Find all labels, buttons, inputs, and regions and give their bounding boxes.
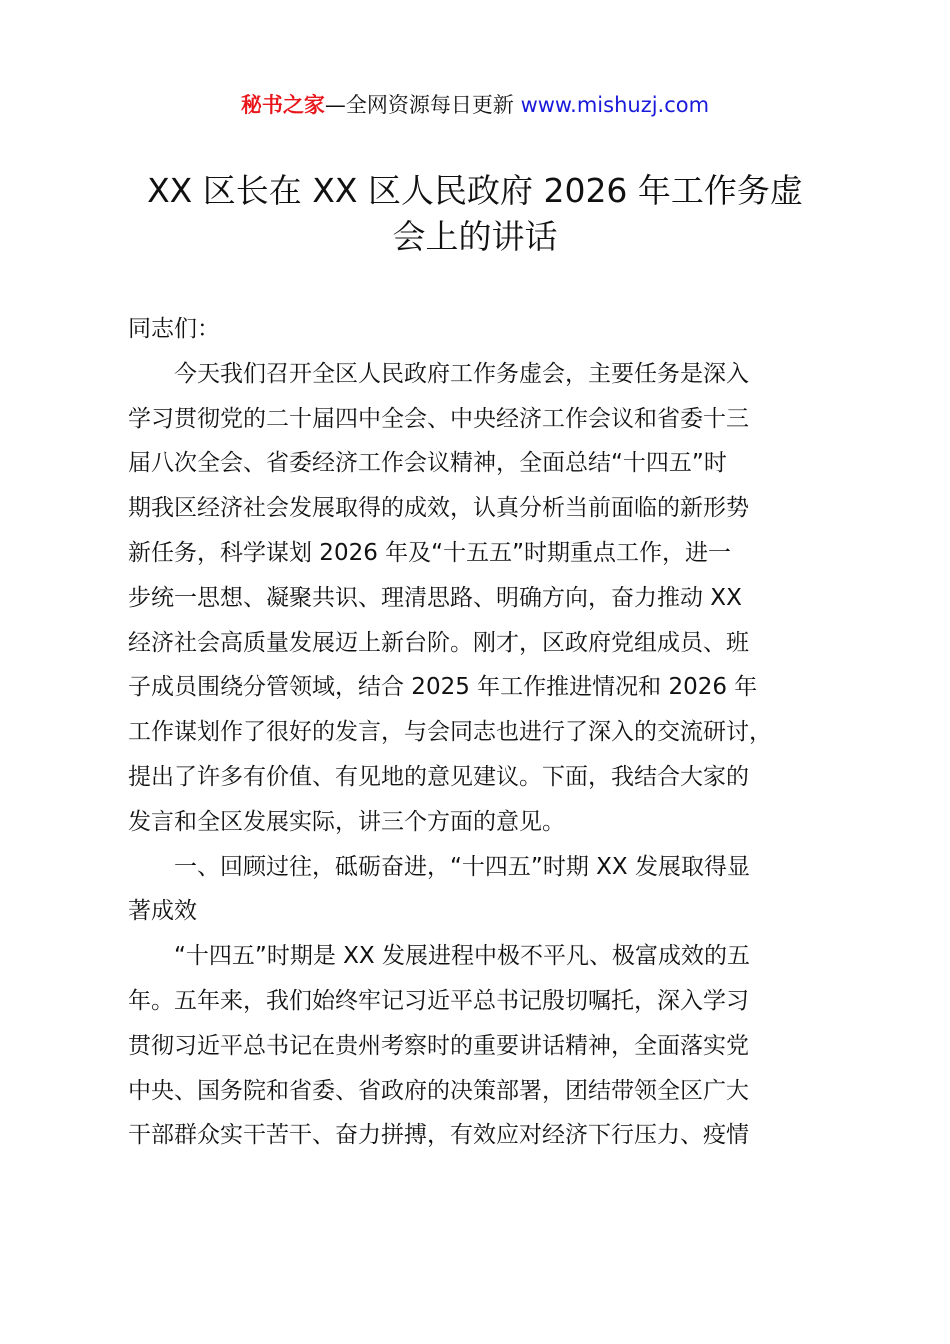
paragraph-line: 经济社会高质量发展迈上新台阶。刚才，区政府党组成员、班	[128, 629, 749, 656]
paragraph-line: 贯彻习近平总书记在贵州考察时的重要讲话精神，全面落实党	[128, 1032, 749, 1059]
paragraph-line: 发言和全区发展实际，讲三个方面的意见。	[128, 808, 565, 835]
site-url-link[interactable]: www.mishuzj.com	[520, 93, 710, 117]
paragraph-line: 提出了许多有价值、有见地的意见建议。下面，我结合大家的	[128, 763, 749, 790]
paragraph-line: 期我区经济社会发展取得的成效，认真分析当前面临的新形势	[128, 495, 749, 522]
document-title	[0, 168, 950, 260]
section-heading-line: 著成效	[128, 898, 197, 925]
paragraph-line: 步统一思想、凝聚共识、理清思路、明确方向，奋力推动 XX	[128, 584, 742, 611]
paragraph-line: 届八次全会、省委经济工作会议精神，全面总结“十四五”时	[128, 450, 727, 477]
site-slogan: —全网资源每日更新	[324, 93, 514, 117]
section-heading-line: 一、回顾过往，砥砺奋进，“十四五”时期 XX 发展取得显	[174, 853, 750, 880]
paragraph-line: 今天我们召开全区人民政府工作务虚会，主要任务是深入	[174, 360, 749, 387]
paragraph-line: 子成员围绕分管领域，结合 2025 年工作推进情况和 2026 年	[128, 674, 758, 701]
paragraph-line: 新任务，科学谋划 2026 年及“十五五”时期重点工作，进一	[128, 539, 731, 566]
paragraph-line: 年。五年来，我们始终牢记习近平总书记殷切嘱托，深入学习	[128, 987, 749, 1014]
title-line: 会上的讲话	[392, 217, 558, 256]
salutation: 同志们：	[128, 316, 220, 342]
paragraph-line: 中央、国务院和省委、省政府的决策部署，团结带领全区广大	[128, 1077, 749, 1104]
site-banner	[0, 88, 950, 122]
document-body	[128, 307, 848, 1158]
paragraph-line: 工作谋划作了很好的发言，与会同志也进行了深入的交流研讨，	[128, 719, 772, 746]
paragraph-line: 学习贯彻党的二十届四中全会、中央经济工作会议和省委十三	[128, 405, 749, 432]
title-line: XX 区长在 XX 区人民政府 2026 年工作务虚	[147, 171, 803, 210]
paragraph-line: “十四五”时期是 XX 发展进程中极不平凡、极富成效的五	[174, 943, 750, 970]
site-brand: 秘书之家	[240, 93, 325, 117]
paragraph-line: 干部群众实干苦干、奋力拼搏，有效应对经济下行压力、疫情	[128, 1122, 749, 1149]
